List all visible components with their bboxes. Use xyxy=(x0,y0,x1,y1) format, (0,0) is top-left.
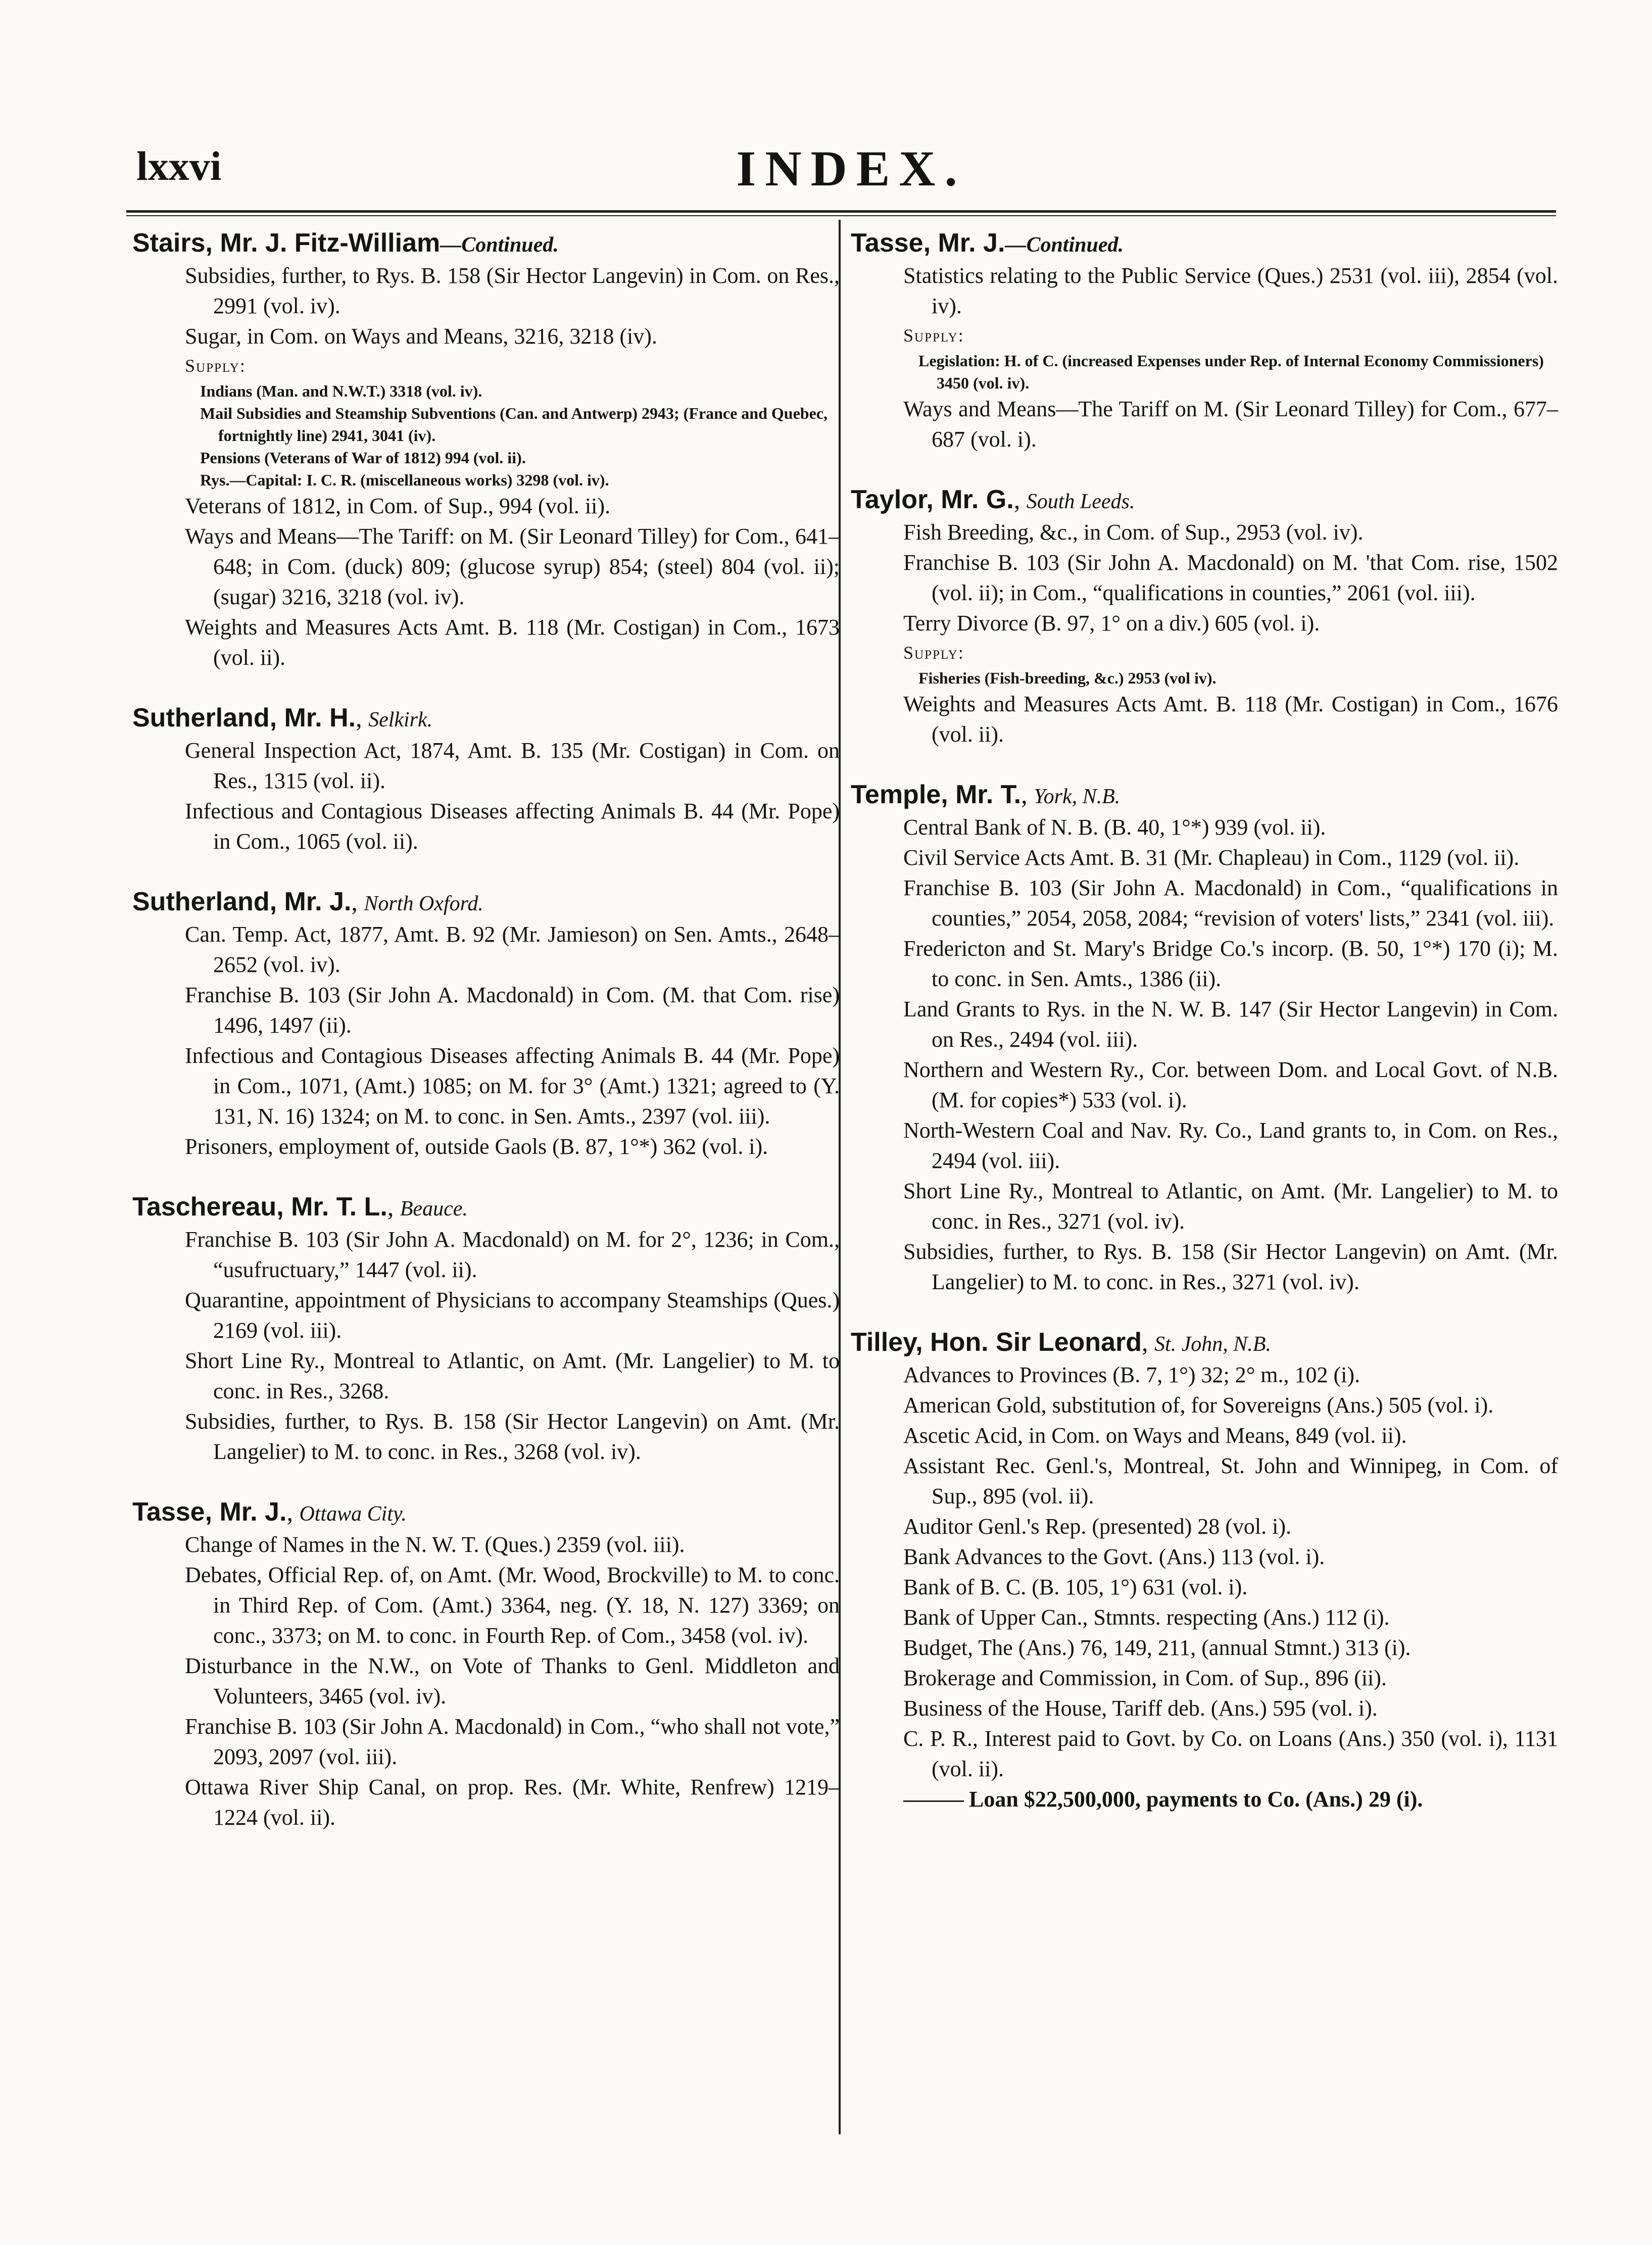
entry-item: Statistics relating to the Public Service (Ques.) 2531 (vol. iii), 2854 (vol. iv). xyxy=(903,263,1558,318)
index-entry xyxy=(851,484,1558,750)
entry-name: Sutherland, Mr. H. xyxy=(132,703,356,733)
right-column xyxy=(851,227,1558,1844)
supply-subitem: Legislation: H. of C. (increased Expenses under Rep. of Internal Economy Commissioners) 3450 (vol. iv). xyxy=(918,352,1544,392)
entry-name: Tasse, Mr. J. xyxy=(851,228,1005,258)
entry-item: Subsidies, further, to Rys. B. 158 (Sir Hector Langevin) on Amt. (Mr. Langelier) to M. to conc. in Res., 3268 (vol. iv). xyxy=(185,1409,840,1464)
entry-item: Auditor Genl.'s Rep. (presented) 28 (vol. i). xyxy=(903,1514,1291,1539)
entry-item: Loan $22,500,000, payments to Co. (Ans.) 29 (i). xyxy=(851,1784,1558,1815)
entry-name: Taylor, Mr. G. xyxy=(851,485,1014,514)
entry-item: Infectious and Contagious Diseases affecting Animals B. 44 (Mr. Pope) in Com., 1065 (vol. ii). xyxy=(185,799,840,854)
supply-label: Supply: xyxy=(185,356,246,376)
index-entry xyxy=(851,1327,1558,1815)
entry-item: Assistant Rec. Genl.'s, Montreal, St. John and Winnipeg, in Com. of Sup., 895 (vol. ii). xyxy=(903,1453,1558,1508)
header-rule-thin xyxy=(126,215,1556,216)
supply-label: Supply: xyxy=(903,325,964,346)
entry-item: Sugar, in Com. on Ways and Means, 3216, 3218 (iv). xyxy=(185,324,657,349)
entry-heading: Tilley, Hon. Sir Leonard, St. John, N.B. xyxy=(851,1328,1271,1357)
constituency: South Leeds. xyxy=(1026,490,1135,513)
entry-name: Taschereau, Mr. T. L. xyxy=(132,1192,387,1222)
entry-item: Bank Advances to the Govt. (Ans.) 113 (vol. i). xyxy=(903,1544,1325,1569)
supply-subitem: Pensions (Veterans of War of 1812) 994 (vol. ii). xyxy=(200,449,526,467)
entry-item: Central Bank of N. B. (B. 40, 1°*) 939 (vol. ii). xyxy=(903,815,1326,840)
entry-item: Fish Breeding, &c., in Com. of Sup., 2953 (vol. iv). xyxy=(903,520,1364,545)
entry-item: Franchise B. 103 (Sir John A. Macdonald) in Com. (M. that Com. rise) 1496, 1497 (ii). xyxy=(185,983,840,1038)
entry-item: Business of the House, Tariff deb. (Ans.) 595 (vol. i). xyxy=(903,1696,1378,1721)
entry-item: Franchise B. 103 (Sir John A. Macdonald) on M. for 2°, 1236; in Com., “usufructuary,” 1447 (vol. ii). xyxy=(185,1227,840,1282)
entry-item: Weights and Measures Acts Amt. B. 118 (Mr. Costigan) in Com., 1673 (vol. ii). xyxy=(185,615,840,670)
entry-item: Weights and Measures Acts Amt. B. 118 (Mr. Costigan) in Com., 1676 (vol. ii). xyxy=(903,692,1558,747)
continued-label: —Continued. xyxy=(440,233,559,257)
page-header xyxy=(136,142,1566,198)
ditto-dash xyxy=(903,1800,964,1802)
entry-item: Prisoners, employment of, outside Gaols (B. 87, 1°*) 362 (vol. i). xyxy=(185,1134,768,1159)
supply-subitem: Indians (Man. and N.W.T.) 3318 (vol. iv). xyxy=(200,382,482,400)
entry-heading xyxy=(132,227,840,261)
entry-item: Land Grants to Rys. in the N. W. B. 147 (Sir Hector Langevin) in Com. on Res., 2494 (vol. iii). xyxy=(903,997,1558,1052)
index-entry xyxy=(851,779,1558,1297)
index-entry xyxy=(132,1191,840,1467)
page-title: INDEX. xyxy=(736,140,966,197)
index-entry xyxy=(851,227,1558,455)
entry-item: Bank of Upper Can., Stmnts. respecting (Ans.) 112 (i). xyxy=(903,1605,1390,1630)
supply-subitem: Mail Subsidies and Steamship Subventions (Can. and Antwerp) 2943; (France and Quebec, fortnightly line) 2941, 3041 (iv). xyxy=(200,404,828,445)
constituency: St. John, N.B. xyxy=(1154,1333,1271,1356)
entry-item: Advances to Provinces (B. 7, 1°) 32; 2° m., 102 (i). xyxy=(903,1362,1361,1387)
entry-item: Budget, The (Ans.) 76, 149, 211, (annual Stmnt.) 313 (i). xyxy=(903,1635,1411,1660)
entry-item: Change of Names in the N. W. T. (Ques.) 2359 (vol. iii). xyxy=(185,1532,685,1557)
entry-item: Brokerage and Commission, in Com. of Sup., 896 (ii). xyxy=(903,1666,1387,1690)
constituency: Selkirk. xyxy=(368,708,433,731)
index-entry xyxy=(132,886,840,1162)
entry-name: Sutherland, Mr. J. xyxy=(132,887,352,916)
entry-heading: Tasse, Mr. J., Ottawa City. xyxy=(132,1497,407,1527)
supply-subitem: Rys.—Capital: I. C. R. (miscellaneous works) 3298 (vol. iv). xyxy=(200,471,609,489)
entry-item: Quarantine, appointment of Physicians to accompany Steamships (Ques.) 2169 (vol. iii). xyxy=(185,1288,840,1343)
entry-item: Ottawa River Ship Canal, on prop. Res. (Mr. White, Renfrew) 1219–1224 (vol. ii). xyxy=(185,1775,840,1830)
index-entry xyxy=(132,702,840,857)
entry-item: Infectious and Contagious Diseases affecting Animals B. 44 (Mr. Pope) in Com., 1071, (Amt.) 1085; on M. for 3° (Amt.) 1321; agreed to (Y. 131, N. 16) 1324; on M. to conc. in Sen. Amts., 2397 (vol. iii). xyxy=(185,1043,840,1129)
entry-item: Terry Divorce (B. 97, 1° on a div.) 605 (vol. i). xyxy=(903,611,1320,636)
entry-item: C. P. R., Interest paid to Govt. by Co. on Loans (Ans.) 350 (vol. i), 1131 (vol. ii). xyxy=(903,1726,1558,1781)
entry-item: Northern and Western Ry., Cor. between Dom. and Local Govt. of N.B. (M. for copies*) 533 (vol. i). xyxy=(903,1057,1558,1112)
index-entry xyxy=(132,1496,840,1833)
entry-item: Veterans of 1812, in Com. of Sup., 994 (vol. ii). xyxy=(185,494,611,518)
supply-subitem: Fisheries (Fish-breeding, &c.) 2953 (vol iv). xyxy=(918,669,1217,687)
entry-heading: Temple, Mr. T., York, N.B. xyxy=(851,780,1121,809)
entry-name: Stairs, Mr. J. Fitz-William xyxy=(132,228,441,258)
continued-label: —Continued. xyxy=(1005,233,1124,257)
entry-name: Tasse, Mr. J. xyxy=(132,1497,287,1527)
index-entry xyxy=(132,227,840,673)
entry-heading: Taylor, Mr. G., South Leeds. xyxy=(851,485,1135,514)
entry-name: Tilley, Hon. Sir Leonard xyxy=(851,1328,1142,1357)
constituency: Beauce. xyxy=(400,1197,468,1221)
constituency: Ottawa City. xyxy=(299,1502,407,1526)
entry-item: Ascetic Acid, in Com. on Ways and Means, 849 (vol. ii). xyxy=(903,1423,1407,1448)
supply-label: Supply: xyxy=(903,643,964,663)
entry-item: Debates, Official Rep. of, on Amt. (Mr. Wood, Brockville) to M. to conc. in Third Rep. of Com. (Amt.) 3364, neg. (Y. 18, N. 127) 3369; on conc., 3373; on M. to conc. in Fourth Rep. of Com., 3458 (vol. iv). xyxy=(185,1563,840,1648)
entry-item: Subsidies, further, to Rys. B. 158 (Sir Hector Langevin) in Com. on Res., 2991 (vol. iv). xyxy=(185,263,840,318)
constituency: North Oxford. xyxy=(364,892,483,915)
entry-item: Disturbance in the N.W., on Vote of Thanks to Genl. Middleton and Volunteers, 3465 (vol. iv). xyxy=(185,1653,840,1709)
entry-heading: Sutherland, Mr. H., Selkirk. xyxy=(132,703,433,733)
page-number: lxxvi xyxy=(136,143,222,189)
entry-item: Can. Temp. Act, 1877, Amt. B. 92 (Mr. Jamieson) on Sen. Amts., 2648–2652 (vol. iv). xyxy=(185,922,840,977)
entry-item: Civil Service Acts Amt. B. 31 (Mr. Chapleau) in Com., 1129 (vol. ii). xyxy=(903,845,1520,870)
entry-item: General Inspection Act, 1874, Amt. B. 135 (Mr. Costigan) in Com. on Res., 1315 (vol. ii). xyxy=(185,738,840,793)
entry-item: North-Western Coal and Nav. Ry. Co., Land grants to, in Com. on Res., 2494 (vol. iii). xyxy=(903,1118,1558,1173)
constituency: York, N.B. xyxy=(1034,785,1121,808)
entry-item: Subsidies, further, to Rys. B. 158 (Sir Hector Langevin) on Amt. (Mr. Langelier) to M. to conc. in Res., 3271 (vol. iv). xyxy=(903,1239,1558,1294)
entry-item: Short Line Ry., Montreal to Atlantic, on Amt. (Mr. Langelier) to M. to conc. in Res., 3268. xyxy=(185,1348,840,1403)
left-column xyxy=(132,227,840,1862)
entry-heading: Taschereau, Mr. T. L., Beauce. xyxy=(132,1192,468,1222)
entry-item: Ways and Means—The Tariff: on M. (Sir Leonard Tilley) for Com., 641–648; in Com. (duck) 809; (glucose syrup) 854; (steel) 804 (vol. ii); (sugar) 3216, 3218 (vol. iv). xyxy=(185,524,840,609)
entry-heading xyxy=(851,227,1558,261)
entry-item: American Gold, substitution of, for Sovereigns (Ans.) 505 (vol. i). xyxy=(903,1393,1494,1418)
header-rule xyxy=(126,210,1556,213)
entry-name: Temple, Mr. T. xyxy=(851,780,1022,809)
entry-item: Franchise B. 103 (Sir John A. Macdonald) in Com., “qualifications in counties,” 2054, 2058, 2084; “revision of voters' lists,” 2341 (vol. iii). xyxy=(903,875,1558,931)
entry-item: Bank of B. C. (B. 105, 1°) 631 (vol. i). xyxy=(903,1575,1248,1599)
entry-item: Franchise B. 103 (Sir John A. Macdonald) in Com., “who shall not vote,” 2093, 2097 (vol. iii). xyxy=(185,1714,840,1769)
entry-item: Franchise B. 103 (Sir John A. Macdonald) on M. 'that Com. rise, 1502 (vol. ii); in Com., “qualifications in counties,” 2061 (vol. iii). xyxy=(903,550,1558,605)
entry-heading: Sutherland, Mr. J., North Oxford. xyxy=(132,887,483,916)
entry-item: Ways and Means—The Tariff on M. (Sir Leonard Tilley) for Com., 677–687 (vol. i). xyxy=(903,397,1558,452)
entry-item: Fredericton and St. Mary's Bridge Co.'s incorp. (B. 50, 1°*) 170 (i); M. to conc. in Sen. Amts., 1386 (ii). xyxy=(903,936,1558,991)
entry-item: Short Line Ry., Montreal to Atlantic, on Amt. (Mr. Langelier) to M. to conc. in Res., 3271 (vol. iv). xyxy=(903,1179,1558,1234)
